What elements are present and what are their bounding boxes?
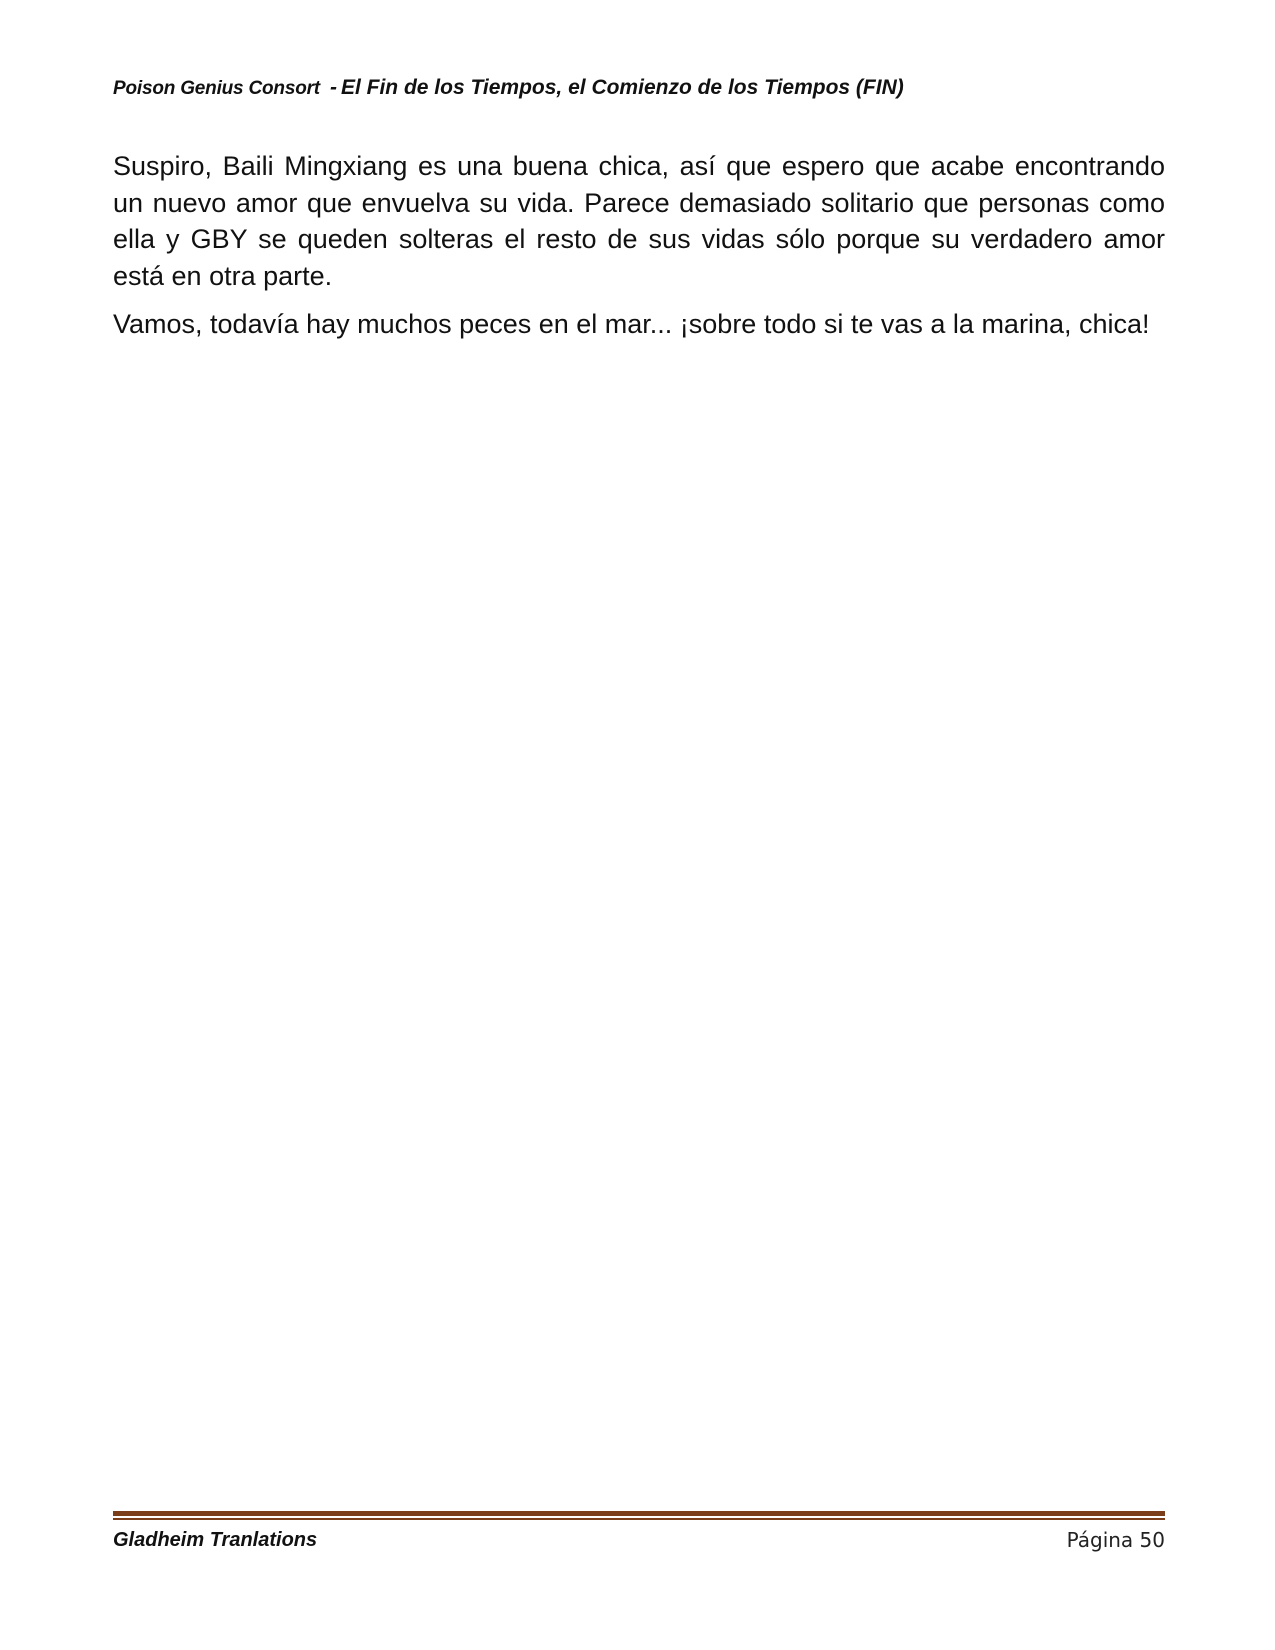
page-number: Página 50 bbox=[1066, 1528, 1165, 1552]
series-title: Poison Genius Consort bbox=[113, 78, 320, 99]
chapter-title: El Fin de los Tiempos, el Comienzo de los Tiempos (FIN) bbox=[340, 76, 904, 99]
header-separator: - bbox=[329, 76, 337, 99]
page-header bbox=[113, 74, 1163, 103]
paragraph: Suspiro, Baili Mingxiang es una buena chica, así que espero que acabe encontrando un nuevo amor que envuelva su vida. Parece demasiado solitario que personas como ella y GBY se queden solteras el resto de sus vidas sólo porque su verdadero amor está en otra parte. bbox=[113, 151, 1165, 291]
footer-publisher: Gladheim Tranlations bbox=[113, 1529, 318, 1551]
footer-divider-thin bbox=[113, 1518, 1165, 1520]
paragraph: Vamos, todavía hay muchos peces en el mar... ¡sobre todo si te vas a la marina, chica! bbox=[113, 309, 1150, 339]
footer-divider-thick bbox=[113, 1511, 1165, 1516]
document-body bbox=[113, 148, 1165, 355]
